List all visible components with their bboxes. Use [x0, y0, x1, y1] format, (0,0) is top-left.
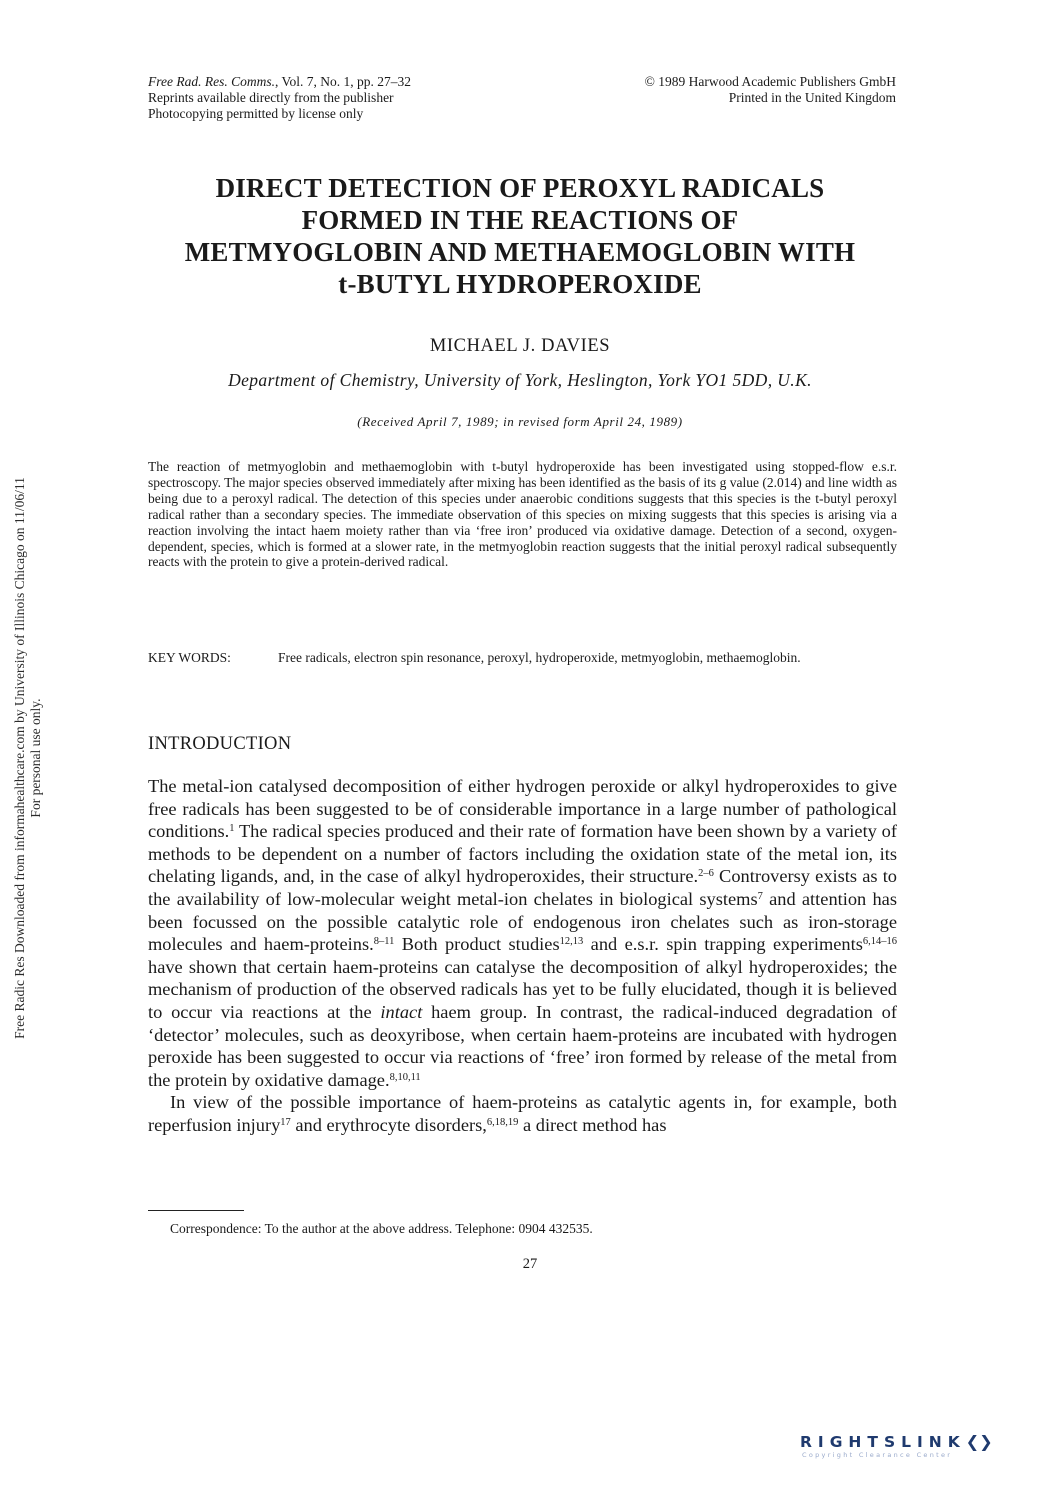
body-text — [148, 775, 897, 1137]
citation-ref: 2–6 — [698, 868, 714, 880]
photocopying-note: Photocopying permitted by license only — [148, 106, 364, 121]
title-line: FORMED IN THE REACTIONS OF — [301, 205, 739, 235]
section-heading: INTRODUCTION — [148, 734, 292, 754]
journal-header — [148, 74, 528, 122]
rightslink-logo[interactable] — [800, 1432, 1030, 1472]
reprints-note: Reprints available directly from the publisher — [148, 90, 394, 105]
citation-ref: 12,13 — [559, 936, 584, 948]
correspondence-footnote: Correspondence: To the author at the above address. Telephone: 0904 432535. — [170, 1221, 593, 1236]
title-line: t-BUTYL HYDROPEROXIDE — [338, 269, 702, 299]
logo-subtitle: Copyright Clearance Center — [802, 1451, 953, 1459]
chevron-icon: ❮❯ — [965, 1432, 993, 1451]
citation-ref: 6,14–16 — [862, 936, 898, 948]
paragraph: The metal-ion catalysed decomposition of either hydrogen peroxide or alkyl hydroperoxides to give free radicals has been suggested to be of considerable importance in a large number of pathological conditions.$^1$ The radical species produced and their rate of formation have been shown by a variety of methods to be dependent on a number of factors including the oxidation state of the metal ion, its chelating ligands, and, in the case of alkyl hydroperoxides, their structure.$^{2-6}$ Controversy exists as to the availability of low-molecular weight metal-ion chelates in biological systems$^7$ and attention has been focussed on the possible catalytic role of endogenous iron chelates such as iron-storage molecules and haem-proteins.$^{8-11}$ Both product studies$^{12,13}$ and e.s.r. spin trapping experiments$^{6,14-16}$ have shown that certain haem-proteins can catalyse the decomposition of alkyl hydroperoxides; the mechanism of production of the observed radicals has yet to be fully elucidated, though it is believed to occur via reactions at the intact haem group. In contrast, the radical-induced degradation of ‘detector’ molecules, such as deoxyribose, when certain haem-proteins are incubated with hydrogen peroxide has been suggested to occur via reactions of ‘free’ iron formed by release of the metal from the protein by oxidative damage.$^{8,10,11}$ — [148, 776, 898, 1090]
volume-pages: , Vol. 7, No. 1, pp. 27–32 — [274, 74, 411, 89]
footnote-rule — [148, 1210, 244, 1211]
citation-ref: 6,18,19 — [486, 1116, 519, 1128]
paragraph: In view of the possible importance of haem-proteins as catalytic agents in, for example, both reperfusion injury$^{17}$ and erythrocyte disorders,$^{6,18,19}$ a direct method has — [148, 1092, 897, 1135]
keywords — [148, 650, 897, 666]
printed-line: Printed in the United Kingdom — [728, 90, 896, 105]
publisher-header — [560, 74, 896, 106]
received-dates: (Received April 7, 1989; in revised form April 24, 1989) — [357, 414, 683, 429]
title-line: METMYOGLOBIN AND METHAEMOGLOBIN WITH — [184, 237, 856, 267]
watermark-line: For personal use only. — [28, 698, 43, 818]
keywords-text: Free radicals, electron spin resonance, peroxyl, hydroperoxide, metmyoglobin, methaemoglobin. — [278, 650, 801, 665]
logo-text-light: LINK — [901, 1433, 966, 1451]
author-name: MICHAEL J. DAVIES — [429, 336, 611, 356]
citation-ref: 8,10,11 — [389, 1071, 421, 1083]
download-watermark — [12, 398, 44, 1118]
article-title — [120, 172, 920, 300]
author-affiliation: Department of Chemistry, University of York, Heslington, York YO1 5DD, U.K. — [228, 370, 812, 390]
citation-ref: 7 — [757, 890, 763, 902]
title-line: DIRECT DETECTION OF PEROXYL RADICALS — [215, 173, 825, 203]
citation-ref: 1 — [229, 823, 235, 835]
logo-text-dark: RIGHTS — [800, 1433, 902, 1451]
watermark-line: Free Radic Res Downloaded from informahealthcare.com by University of Illinois Chicago on 11/06/11 — [12, 477, 27, 1039]
keywords-label: KEY WORDS: — [148, 650, 231, 665]
abstract: The reaction of metmyoglobin and methaemoglobin with t-butyl hydroperoxide has been investigated using stopped-flow e.s.r. spectroscopy. The major species observed immediately after mixing has been identified as the basis of its g value (2.014) and line width as being due to a peroxyl radical. The detection of this species under anaerobic conditions suggests that this species is the t-butyl peroxyl radical rather than a secondary species. The immediate observation of this species on mixing suggests that this species is arising via a reaction involving the intact haem moiety rather than via ‘free iron’ produced via oxidative damage. Detection of a second, oxygen-dependent, species, which is formed at a slower rate, in the metmyoglobin reaction suggests that the initial peroxyl radical subsequently reacts with the protein to give a protein-derived radical. — [148, 459, 897, 570]
copyright-line: © 1989 Harwood Academic Publishers GmbH — [644, 74, 896, 89]
journal-name: Free Rad. Res. Comms. — [148, 74, 275, 89]
citation-ref: 8–11 — [373, 936, 395, 948]
emphasis: intact — [380, 1001, 423, 1022]
citation-ref: 17 — [280, 1116, 291, 1128]
page-number: 27 — [522, 1256, 538, 1272]
journal-citation — [148, 74, 528, 90]
